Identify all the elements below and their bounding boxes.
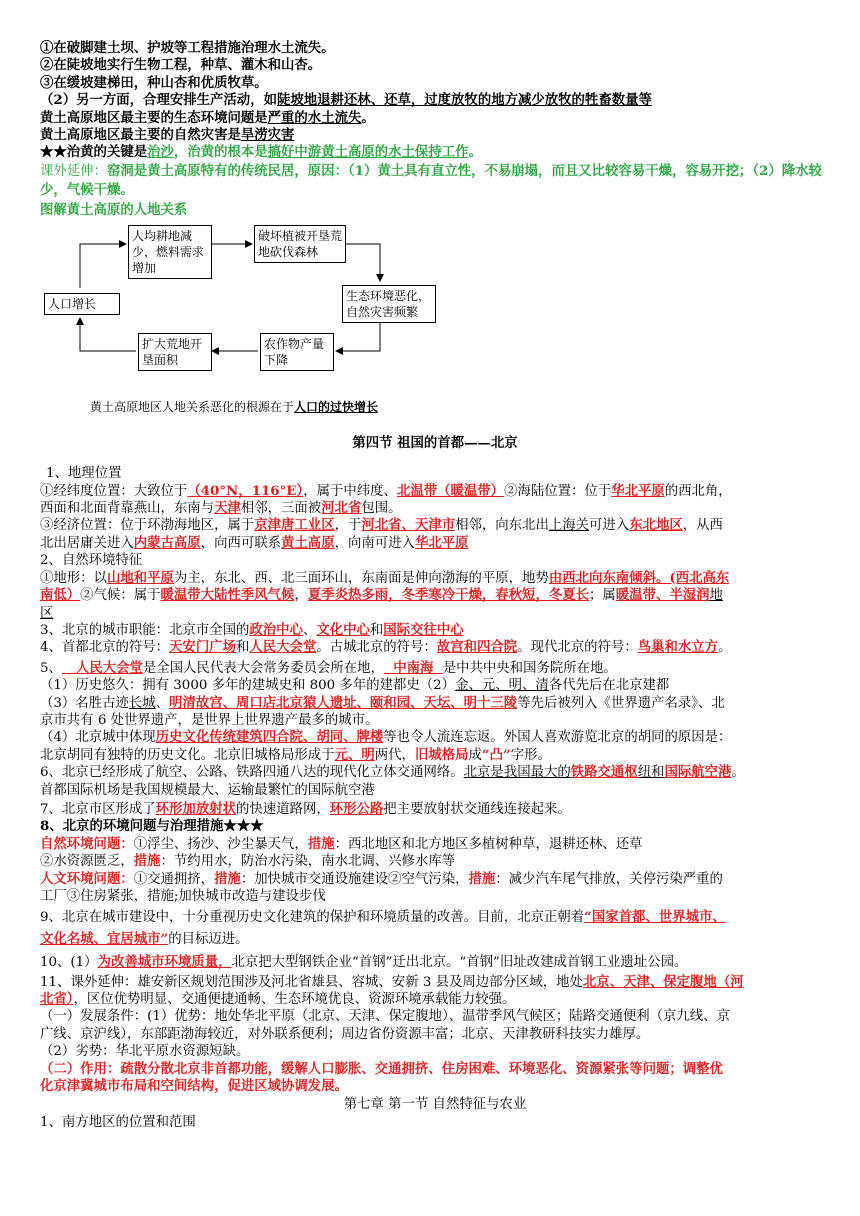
text-line: ②水资源匮乏，措施：节约用水，防治水污染，南水北调、兴修水库等 [40,853,456,870]
diagram-heading: 图解黄土高原的人地关系 [40,201,188,218]
text-line: 南低）②气候：属于暖温带大陆性季风气候，夏季炎热多雨，冬季寒冷干燥，春秋短，冬夏长；属暖温带、半湿润地 [40,587,723,604]
text-line: 人文环境问题：①交通拥挤，措施：加快城市交通设施建设②空气污染，措施：减少汽车尾气排放，关停污染严重的 [40,870,723,887]
diagram-caption: 黄土高原地区人地关系恶化的根源在于人口的过快增长 [90,400,379,415]
text-line: （一）发展条件：(1）优势：地处华北平原（北京、天津、保定腹地）、温带季风气候区；陆路交通便利（京九线、京 [40,1009,730,1025]
text-line: 自然环境问题：①浮尘、扬沙、沙尘暴天气，措施：西北地区和北方地区多植树种草，退耕还林、还草 [40,835,643,852]
text-line: 11、课外延伸：雄安新区规划范围涉及河北省雄县、容城、安新 3 县及周边部分区域，地处北京、天津、保定腹地（河 [40,973,744,990]
text-line: （3）名胜古迹长城、明清故宫、周口店北京猿人遗址、颐和园、天坛、明十三陵等先后被列入《世界遗产名录》、北 [40,694,725,711]
text-line: 7、北京市区形成了环形加放射状的快速道路网，环形公路把主要放射状交通线连接起来。 [40,800,571,817]
diagram-box: 人口增长 [44,293,120,315]
section-title: 第四节 祖国的首都——北京 [352,435,518,452]
text-line: 3、北京的城市职能：北京市全国的政治中心、文化中心和国际交往中心 [40,621,464,638]
text-line: （1）历史悠久：拥有 3000 多年的建城史和 800 多年的建都史（2）金、元、明、清各代先后在北京建都 [40,678,670,694]
text-line: 广线、京沪线），东部距渤海较近，对外联系便利；周边省份资源丰富；北京、天津教研科技实力雄厚。 [40,1026,650,1042]
text-line: 4、首都北京的符号：天安门广场和人民大会堂。古城北京的符号：故宫和四合院。现代北京的符号：鸟巢和水立方。 [40,639,732,656]
text-line: （二）作用：疏散分散北京非首都功能，缓解人口膨胀、交通拥挤、住房困难、环境恶化、资源紧张等问题；调整优 [40,1060,723,1077]
text-line: 5、 人民大会堂是全国人民代表大会常务委员会所在地， 中南海 是中共中央和国务院所在地。 [40,659,617,676]
diagram-box: 生态环境恶化，自然灾害频繁 [342,285,436,323]
text-line: 区 [40,605,54,621]
text-line: 9、北京在城市建设中，十分重视历史文化建筑的保护和环境质量的改善。目前，北京正朝着“国家首都、世界城市、 [40,909,726,926]
diagram-box: 扩大荒地开垦面积 [138,333,212,371]
text-line: 文化名城、宜居城市”的目标迈进。 [40,930,249,947]
diagram-box: 人均耕地减少，燃料需求增加 [128,225,212,279]
text-line: ①在破脚建土坝、护坡等工程措施治理水土流失。 [40,40,335,56]
man-land-diagram [40,223,440,398]
text-line: （2）另一方面，合理安排生产活动，如陡坡地退耕还林、还草，过度放牧的地方减少放牧的牲畜数量等 [40,92,652,109]
text-line: 首都国际机场是我国规模最大、运输最繁忙的国际航空港 [40,782,375,798]
text-line: 黄土高原地区最主要的自然灾害是旱涝灾害 [40,127,295,144]
diagram-box: 农作物产量下降 [260,333,334,371]
text-line: ③经济位置：位于环渤海地区，属于京津唐工业区，于河北省、天津市相邻，向东北出上海关可进入东北地区，从西 [40,517,723,534]
text-line: 西面和北面背靠燕山，东南与天津相邻，三面被河北省包围。 [40,500,402,517]
text-line: 北省），区位优势明显、交通便捷通畅、生态环境优良、资源环境承载能力较强。 [40,991,516,1008]
text-line: 8、北京的环境问题与治理措施★★★ [40,818,264,835]
text-line: 化京津冀城市布局和空间结构，促进区域协调发展。 [40,1078,348,1095]
text-line: ①地形：以山地和平原为主，东北、西、北三面环山，东南面是伸向渤海的平原，地势由西北向东南倾斜。(西北高东 [40,569,730,586]
chapter-title: 第七章 第一节 自然特征与农业 [343,1097,527,1113]
diagram-box: 破坏植被开垦荒地砍伐森林 [254,225,346,263]
text-line: 工厂③住房紧张，措施;加快城市改造与建设步伐 [40,889,326,904]
text-line: 京市共有 6 处世界遗产，是世界上世界遗产最多的城市。 [40,712,379,728]
text-line: 1、南方地区的位置和范围 [40,1114,196,1130]
document-page [40,40,830,1131]
text-line: 北京胡同有独特的历史文化。北京旧城格局形成于元、明两代，旧城格局成“凸”字形。 [40,746,551,763]
text-line: 北出居庸关进入内蒙古高原，向西可联系黄土高原，向南可进入华北平原 [40,534,469,551]
text-line: ②在陡坡地实行生物工程，种草、灌木和山杏。 [40,57,322,74]
text-line: 课外延伸：窑洞是黄土高原特有的传统民居，原因：（1）黄土具有直立性，不易崩塌，而且又比较容易干燥，容易开挖；（2）降水较少，气候干燥。 [40,162,822,198]
text-line: （4）北京城中体现历史文化传统建筑四合院、胡同、牌楼等也令人流连忘返。外国人喜欢游览北京的胡同的原因是： [40,729,732,746]
text-line: 2、自然环境特征 [40,553,143,569]
text-line: 1、地理位置 [46,466,122,482]
text-line: ①经纬度位置：大致位于（40°N，116°E），属于中纬度、北温带（暖温带）②海陆位置：位于华北平原的西北角， [40,482,732,499]
text-line: ★★治黄的关键是治沙，治黄的根本是搞好中游黄土高原的水土保持工作。 [40,144,482,161]
text-line: ③在缓坡建梯田，种山杏和优质牧草。 [40,74,268,91]
text-line: 10、(1）为改善城市环境质量，北京把大型钢铁企业“首钢”迁出北京。“首钢”旧址改建成首钢工业遗址公园。 [40,954,688,971]
text-line: （2）劣势：华北平原水资源短缺。 [40,1044,250,1060]
text-line: 黄土高原地区最主要的生态环境问题是严重的水土流失。 [40,109,375,126]
text-line: 6、北京已经形成了航空、公路、铁路四通八达的现代化立体交通网络。北京是我国最大的铁路交通枢纽和国际航空港。 [40,764,745,781]
